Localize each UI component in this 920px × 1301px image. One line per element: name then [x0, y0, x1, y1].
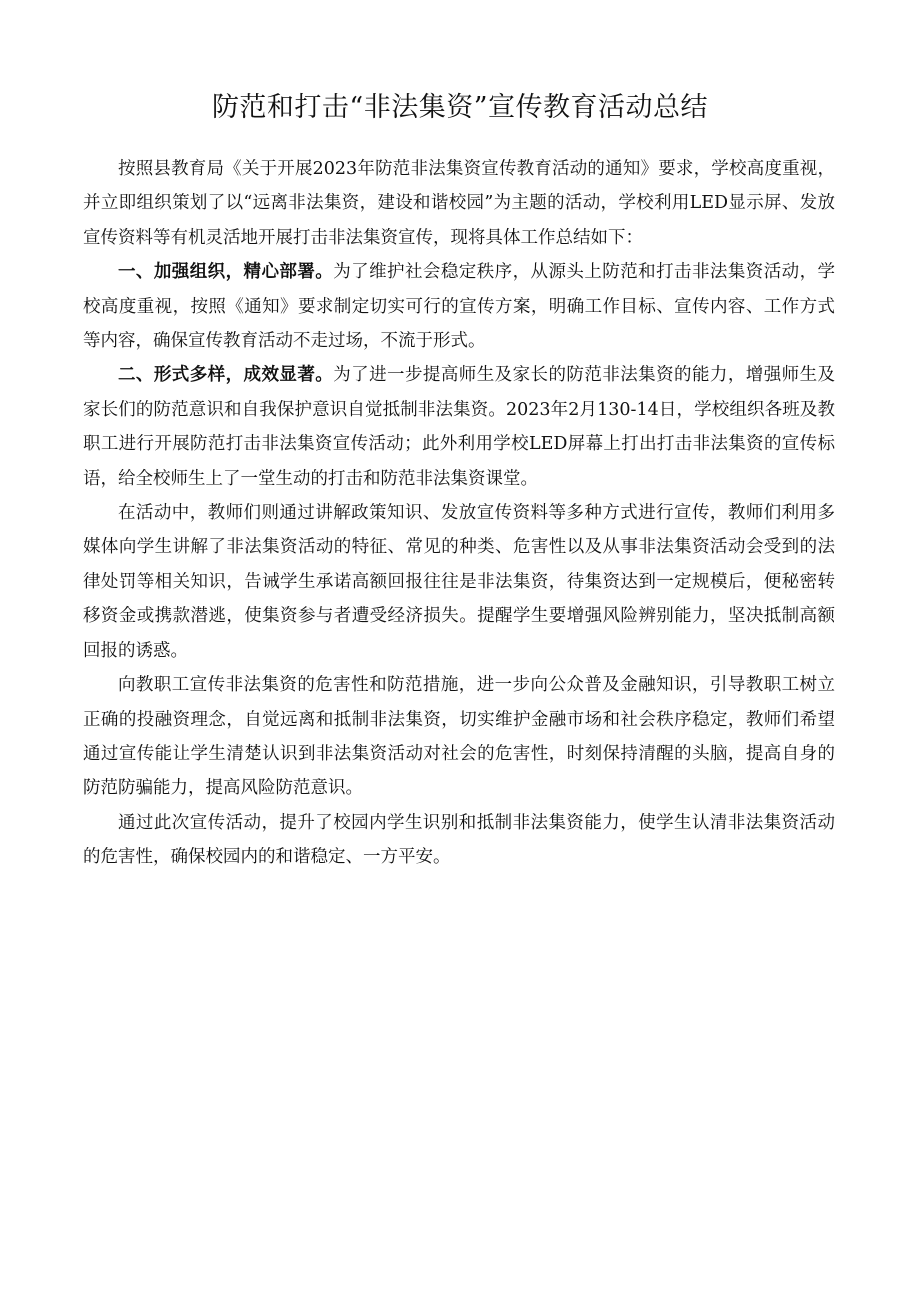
section-heading: 一、加强组织，精心部署。 — [118, 262, 334, 283]
paragraph-text: 向教职工宣传非法集资的危害性和防范措施，进一步向公众普及金融知识，引导教职工树立正确的投融资理念，自觉远离和抵制非法集资，切实维护金融市场和社会秩序稳定，教师们希望通过宣传能让学生清楚认识到非法集资活动对社会的危害性，时刻保持清醒的头脑，提高自身的防范防骗能力，提高风险防范意识。 — [83, 675, 835, 799]
paragraph-text: 为了维护社会稳定秩序，从源头上防范和打击非法集资活动，学校高度重视，按照《通知》要求制定切实可行的宣传方案，明确工作目标、宣传内容、工作方式等内容，确保宣传教育活动不走过场，不流于形式。 — [83, 262, 836, 352]
paragraph-staff — [83, 668, 835, 806]
paragraph-section-1 — [83, 255, 835, 358]
section-heading: 二、形式多样，成效显著。 — [118, 365, 334, 386]
paragraph-text: 通过此次宣传活动，提升了校园内学生识别和抵制非法集资能力，使学生认清非法集资活动的危害性，确保校园内的和谐稳定、一方平安。 — [83, 812, 835, 868]
paragraph-text: 按照县教育局《关于开展2023年防范非法集资宣传教育活动的通知》要求，学校高度重视，并立即组织策划了以“远离非法集资，建设和谐校园”为主题的活动，学校利用LED显示屏、发放宣传资料等有机灵活地开展打击非法集资宣传，现将具体工作总结如下： — [83, 159, 835, 248]
paragraph-conclusion — [83, 806, 835, 875]
paragraph-section-2 — [83, 358, 835, 496]
paragraph-text: 为了进一步提高师生及家长的防范非法集资的能力，增强师生及家长们的防范意识和自我保护意识自觉抵制非法集资。2023年2月130-14日，学校组织各班及教职工进行开展防范打击非法集资宣传活动；此外利用学校LED屏幕上打出打击非法集资的宣传标语，给全校师生上了一堂生动的打击和防范非法集资课堂。 — [83, 365, 836, 489]
document-title: 防范和打击“非法集资”宣传教育活动总结 — [211, 92, 709, 123]
document-body — [83, 152, 835, 875]
paragraph-intro — [83, 152, 835, 255]
paragraph-text: 在活动中，教师们则通过讲解政策知识、发放宣传资料等多种方式进行宣传，教师们利用多媒体向学生讲解了非法集资活动的特征、常见的种类、危害性以及从事非法集资活动会受到的法律处罚等相关知识，告诫学生承诺高额回报往往是非法集资，待集资达到一定规模后，便秘密转移资金或携款潜逃，使集资参与者遭受经济损失。提醒学生要增强风险辨别能力，坚决抵制高额回报的诱惑。 — [83, 503, 835, 661]
paragraph-activities — [83, 496, 835, 668]
